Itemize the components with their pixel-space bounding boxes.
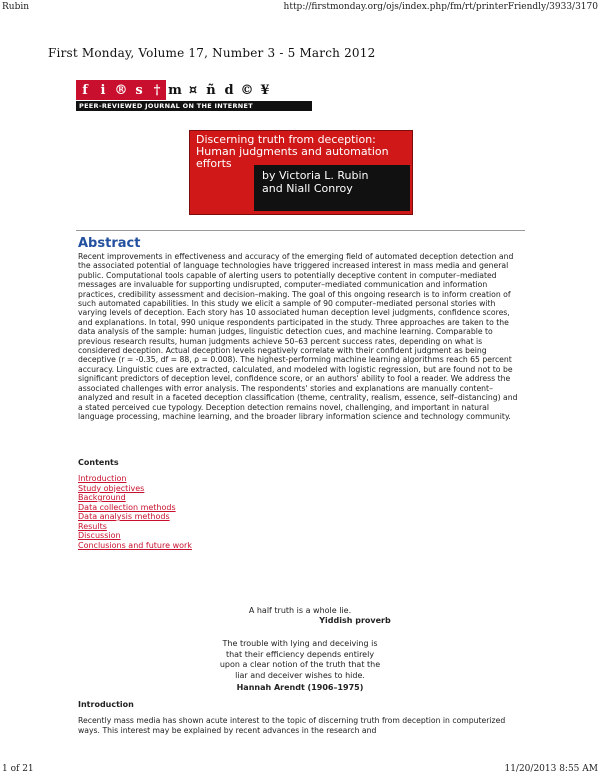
table-of-contents xyxy=(78,474,192,550)
epigraph-line: upon a clear notion of the truth that the xyxy=(219,660,381,669)
journal-logo xyxy=(76,80,312,110)
banner-title-line: Human judgments and automation xyxy=(196,145,389,158)
toc-link-study-objectives[interactable]: Study objectives xyxy=(78,483,145,493)
logo-glyph: † xyxy=(148,80,166,100)
toc-link-data-collection[interactable]: Data collection methods xyxy=(78,502,176,512)
logo-tagline: PEER-REVIEWED JOURNAL ON THE INTERNET xyxy=(76,101,312,111)
epigraph-quote-2 xyxy=(150,639,450,681)
print-datetime: 11/20/2013 8:55 AM xyxy=(504,764,598,774)
article-title-banner xyxy=(189,130,413,215)
page-number: 1 of 21 xyxy=(2,764,34,774)
toc-link-background[interactable]: Background xyxy=(78,493,126,502)
contents-heading: Contents xyxy=(78,458,119,467)
logo-glyph: f xyxy=(76,80,94,100)
toc-item xyxy=(78,541,192,551)
toc-item xyxy=(78,531,192,541)
toc-link-introduction[interactable]: Introduction xyxy=(78,474,127,483)
epigraph-source-text: Yiddish proverb xyxy=(319,616,391,625)
toc-link-conclusions[interactable]: Conclusions and future work xyxy=(78,540,192,550)
logo-glyph: ® xyxy=(112,80,130,100)
toc-item xyxy=(78,512,192,522)
header-url: http://firstmonday.org/ojs/index.php/fm/rt/printerFriendly/3933/3170 xyxy=(283,2,598,12)
toc-item xyxy=(78,474,192,484)
logo-glyph: s xyxy=(130,80,148,100)
epigraph-quote: A half truth is a whole lie. xyxy=(248,606,352,615)
toc-link-discussion[interactable]: Discussion xyxy=(78,531,121,540)
introduction-text: Recently mass media has shown acute interest to the topic of discerning truth from deception in computerized ways. This interest may be explained by recent advances in the research and xyxy=(78,716,506,735)
epigraph-source xyxy=(150,616,450,625)
header-left-label: Rubin xyxy=(2,2,30,12)
logo-glyph: ¥ xyxy=(256,80,274,100)
logo-glyphs xyxy=(76,80,312,100)
epigraph-line: The trouble with lying and deceiving is xyxy=(222,639,378,648)
divider xyxy=(76,230,525,231)
banner-title-line: efforts xyxy=(196,157,232,170)
logo-glyph: m xyxy=(166,80,184,100)
logo-glyph: ¤ xyxy=(184,80,202,100)
toc-item xyxy=(78,503,192,513)
banner-author-line: and Niall Conroy xyxy=(262,182,353,195)
introduction-heading: Introduction xyxy=(78,700,134,709)
logo-glyph: i xyxy=(94,80,112,100)
epigraph-line: liar and deceiver wishes to hide. xyxy=(235,670,365,680)
epigraph-line: that their efficiency depends entirely xyxy=(225,649,375,659)
abstract-text: Recent improvements in effectiveness and accuracy of the emerging field of automated deception detection and the associated potential of language technologies have triggered increased interest in mass media and general public. Computational tools capable of alerting users to potentially deceptive content in computer–mediated messages are invaluable for supporting undisrupted, computer–mediated communication and information practices, credibility assessment and decision–making. The goal of this ongoing research is to inform creation of such automated capabilities. In this study we elicit a sample of 90 computer–mediated personal stories with varying levels of deception. Each story has 10 associated human deception level judgments, confidence scores, and explanations. In total, 990 unique respondents participated in the study. Three approaches are taken to the data analysis of the sample: human judges, linguistic detection cues, and machine learning. Comparable to previous research results, human judgments achieve 50–63 percent success rates, depending on what is considered deception. Actual deception levels negatively correlate with their confident judgment as being deceptive (r = -0.35, df = 88, ρ = 0.008). The highest-performing machine learning algorithms reach 65 percent accuracy. Linguistic cues are extracted, calculated, and modeled with logistic regression, but are found not to be significant predictors of deception level, confidence score, or an authors' ability to fool a reader. We address the associated challenges with error analysis. The respondents' stories and explanations are manually content–analyzed and result in a faceted deception classification (theme, centrality, realism, essence, self–distancing) and a stated perceived cue typology. Deception detection remains novel, challenging, and important in natural language processing, machine learning, and the broader library information science and technology community. xyxy=(78,252,518,421)
toc-item xyxy=(78,484,192,494)
banner-title-line: Discerning truth from deception: xyxy=(196,133,376,146)
banner-author-box xyxy=(254,165,410,211)
logo-glyph: © xyxy=(238,80,256,100)
toc-item xyxy=(78,522,192,532)
volume-line: First Monday, Volume 17, Number 3 - 5 March 2012 xyxy=(48,46,376,60)
toc-link-results[interactable]: Results xyxy=(78,521,107,531)
logo-glyph: ñ xyxy=(202,80,220,100)
banner-author-line: by Victoria L. Rubin xyxy=(262,169,369,182)
banner-authors xyxy=(262,169,369,195)
toc-item xyxy=(78,493,192,503)
logo-glyph: d xyxy=(220,80,238,100)
epigraph-source-2: Hannah Arendt (1906–1975) xyxy=(236,683,364,692)
abstract-heading: Abstract xyxy=(78,236,141,251)
toc-link-data-analysis[interactable]: Data analysis methods xyxy=(78,512,170,521)
